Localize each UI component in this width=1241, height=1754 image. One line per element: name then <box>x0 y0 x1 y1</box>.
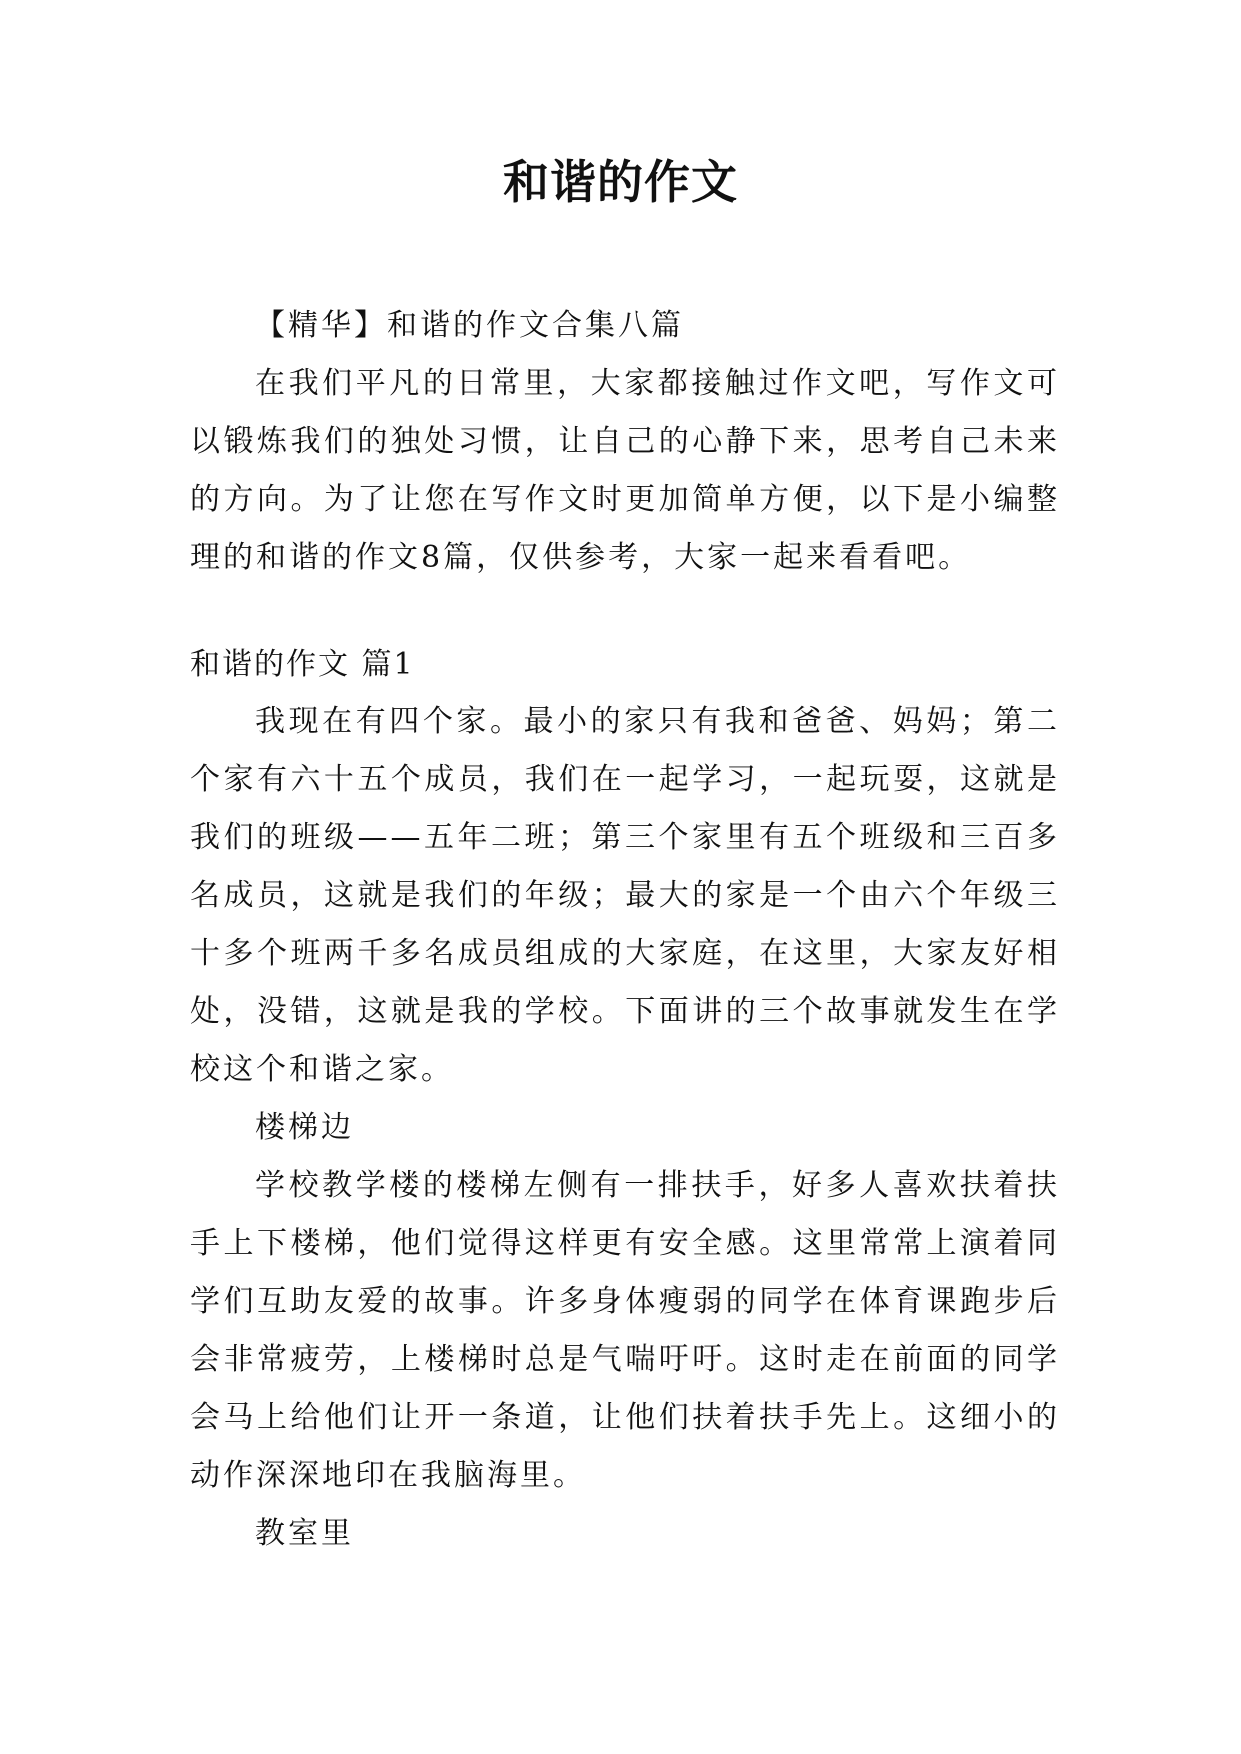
section-paragraph: 我现在有四个家。最小的家只有我和爸爸、妈妈；第二个家有六十五个成员，我们在一起学习，一起玩耍，这就是我们的班级——五年二班；第三个家里有五个班级和三百多名成员，这就是我们的年级；最大的家是一个由六个年级三十多个班两千多名成员组成的大家庭，在这里，大家友好相处，没错，这就是我的学校。下面讲的三个故事就发生在学校这个和谐之家。 <box>190 704 1060 1087</box>
document-subtitle: 【精华】和谐的作文合集八篇 <box>255 308 684 343</box>
subheading-classroom: 教室里 <box>255 1516 354 1551</box>
subheading-stairs: 楼梯边 <box>255 1110 354 1145</box>
section-heading: 和谐的作文 篇1 <box>190 647 415 682</box>
intro-paragraph: 在我们平凡的日常里，大家都接触过作文吧，写作文可以锻炼我们的独处习惯，让自己的心静下来，思考自己未来的方向。为了让您在写作文时更加简单方便，以下是小编整理的和谐的作文8篇，仅供参考，大家一起来看看吧。 <box>190 366 1060 575</box>
section-paragraph: 学校教学楼的楼梯左侧有一排扶手，好多人喜欢扶着扶手上下楼梯，他们觉得这样更有安全感。这里常常上演着同学们互助友爱的故事。许多身体瘦弱的同学在体育课跑步后会非常疲劳，上楼梯时总是气喘吁吁。这时走在前面的同学会马上给他们让开一条道，让他们扶着扶手先上。这细小的动作深深地印在我脑海里。 <box>190 1168 1060 1493</box>
document-title: 和谐的作文 <box>503 155 738 209</box>
